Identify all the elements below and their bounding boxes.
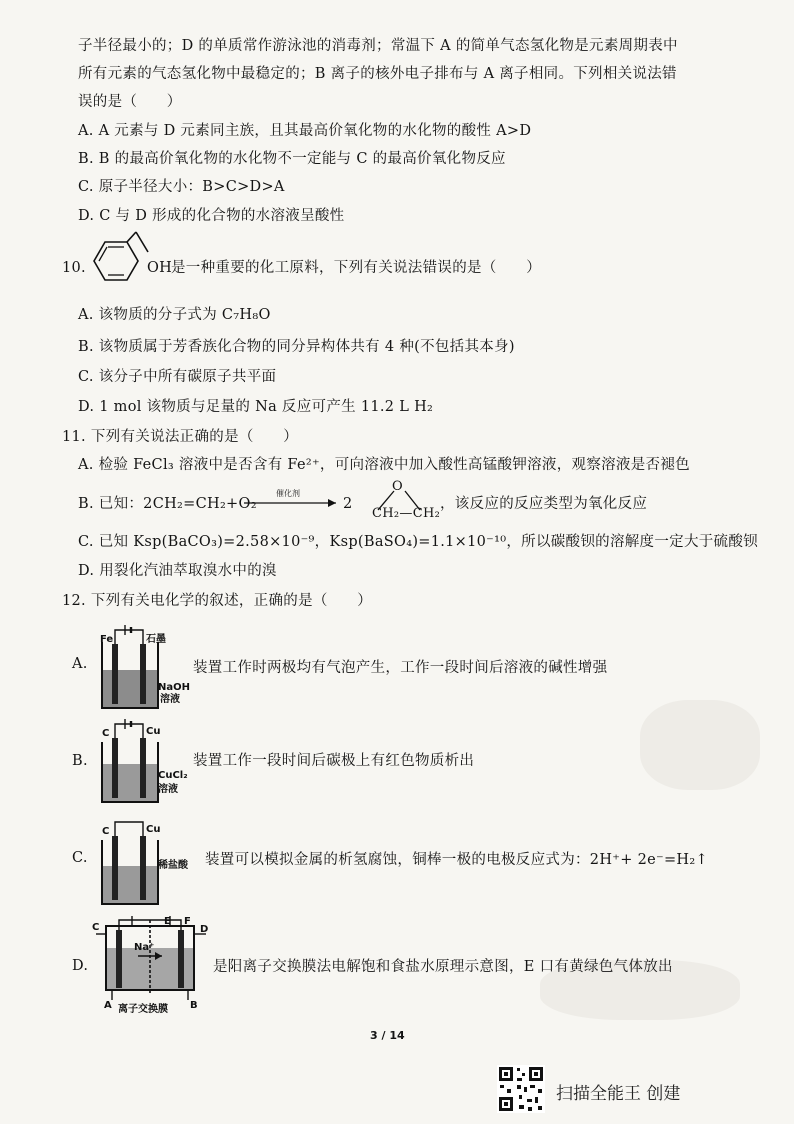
catalyst-label: 催化剂 bbox=[276, 489, 300, 498]
q9-option-b: B. B 的最高价氧化物的水化物不一定能与 C 的最高价氧化物反应 bbox=[78, 151, 506, 167]
naoh-label: NaOH bbox=[158, 682, 190, 693]
solution-label: 溶液 bbox=[158, 784, 178, 795]
q12-option-b-letter: B. bbox=[72, 753, 88, 769]
q10-stem: 是一种重要的化工原料，下列有关说法错误的是（ ） bbox=[171, 260, 541, 276]
q9-intro-line: 子半径最小的；D 的单质常作游泳池的消毒剂；常温下 A 的简单气态氢化物是元素周期表中 bbox=[78, 38, 678, 54]
epoxide-oxygen: O bbox=[392, 479, 403, 494]
q10-number: 10. bbox=[62, 260, 86, 276]
q11-option-d: D. 用裂化汽油萃取溴水中的溴 bbox=[78, 563, 277, 579]
cucl2-label: CuCl₂ bbox=[158, 770, 188, 781]
q11-option-b-prefix: B. 已知：2CH₂=CH₂+O₂ bbox=[78, 496, 257, 512]
graphite-electrode-label: 石墨 bbox=[146, 634, 166, 645]
solution-label: 溶液 bbox=[160, 694, 180, 705]
sodium-ion-label: Na⁺ bbox=[134, 942, 155, 953]
carbon-electrode-label: C bbox=[102, 728, 110, 739]
electrolysis-cell-naoh bbox=[96, 622, 206, 714]
copper-electrode-label: Cu bbox=[146, 726, 161, 737]
q12-option-d-text: 是阳离子交换膜法电解饱和食盐水原理示意图，E 口有黄绿色气体放出 bbox=[213, 959, 673, 975]
coefficient: 2 bbox=[343, 496, 353, 512]
q12-option-a-letter: A. bbox=[72, 656, 88, 672]
port-a-label: A bbox=[104, 1000, 112, 1011]
q12-option-c-letter: C. bbox=[72, 850, 88, 866]
port-c-label: C bbox=[92, 922, 100, 933]
q12-option-c-text: 装置可以模拟金属的析氢腐蚀，铜棒一极的电极反应式为：2H⁺+ 2e⁻=H₂↑ bbox=[205, 852, 708, 868]
dilute-hcl-label: 稀盐酸 bbox=[158, 860, 188, 871]
q10-option-d: D. 1 mol 该物质与足量的 Na 反应可产生 11.2 L H₂ bbox=[78, 399, 434, 415]
q12-stem: 12. 下列有关电化学的叙述，正确的是（ ） bbox=[62, 593, 373, 609]
q12-option-d-letter: D. bbox=[72, 958, 89, 974]
epoxide-ch2: CH₂—CH₂ bbox=[372, 506, 441, 521]
q9-intro-line: 误的是（ ） bbox=[78, 94, 182, 110]
qr-code-icon bbox=[497, 1065, 545, 1113]
scan-stain bbox=[640, 700, 760, 790]
q9-option-a: A. A 元素与 D 元素同主族，且其最高价氧化物的水化物的酸性 A>D bbox=[78, 123, 532, 139]
camscanner-watermark: 扫描全能王 创建 bbox=[556, 1084, 681, 1104]
q11-stem: 11. 下列有关说法正确的是（ ） bbox=[62, 429, 299, 445]
carbon-electrode-label: C bbox=[102, 826, 110, 837]
reaction-arrow bbox=[244, 496, 340, 510]
q11-option-a: A. 检验 FeCl₃ 溶液中是否含有 Fe²⁺，可向溶液中加入酸性高锰酸钾溶液，观察溶液是否褪色 bbox=[78, 457, 690, 473]
q11-option-c: C. 已知 Ksp(BaCO₃)=2.58×10⁻⁹，Ksp(BaSO₄)=1.1×10⁻¹⁰，所以碳酸钡的溶解度一定大于硫酸钡 bbox=[78, 534, 758, 550]
q10-option-c: C. 该分子中所有碳原子共平面 bbox=[78, 369, 277, 385]
port-d-label: D bbox=[200, 924, 209, 935]
q10-option-b: B. 该物质属于芳香族化合物的同分异构体共有 4 种(不包括其本身) bbox=[78, 339, 515, 355]
page-number: 3 / 14 bbox=[370, 1029, 405, 1042]
q10-oh-label: OH bbox=[147, 260, 173, 276]
port-f-label: F bbox=[184, 916, 191, 927]
fe-electrode-label: Fe bbox=[100, 634, 114, 645]
copper-electrode-label: Cu bbox=[146, 824, 161, 835]
port-b-label: B bbox=[190, 1000, 198, 1011]
q9-option-d: D. C 与 D 形成的化合物的水溶液呈酸性 bbox=[78, 208, 345, 224]
chlor-alkali-cell bbox=[92, 914, 216, 1014]
port-e-label: E bbox=[164, 916, 171, 927]
q9-intro-line: 所有元素的气态氢化物中最稳定的；B 离子的核外电子排布与 A 离子相同。下列相关说法错 bbox=[78, 66, 677, 82]
ion-exchange-membrane-label: 离子交换膜 bbox=[118, 1004, 168, 1015]
q9-option-c: C. 原子半径大小：B>C>D>A bbox=[78, 179, 285, 195]
q11-option-b-suffix: ，该反应的反应类型为氧化反应 bbox=[440, 496, 648, 512]
q10-option-a: A. 该物质的分子式为 C₇H₈O bbox=[78, 307, 271, 323]
q12-option-a-text: 装置工作时两极均有气泡产生，工作一段时间后溶液的碱性增强 bbox=[193, 660, 608, 676]
corrosion-cell-hcl bbox=[96, 816, 206, 912]
galvanic-cell-cucl2 bbox=[96, 718, 206, 810]
q12-option-b-text: 装置工作一段时间后碳极上有红色物质析出 bbox=[193, 753, 475, 769]
benzyl-alcohol-structure bbox=[86, 230, 156, 292]
